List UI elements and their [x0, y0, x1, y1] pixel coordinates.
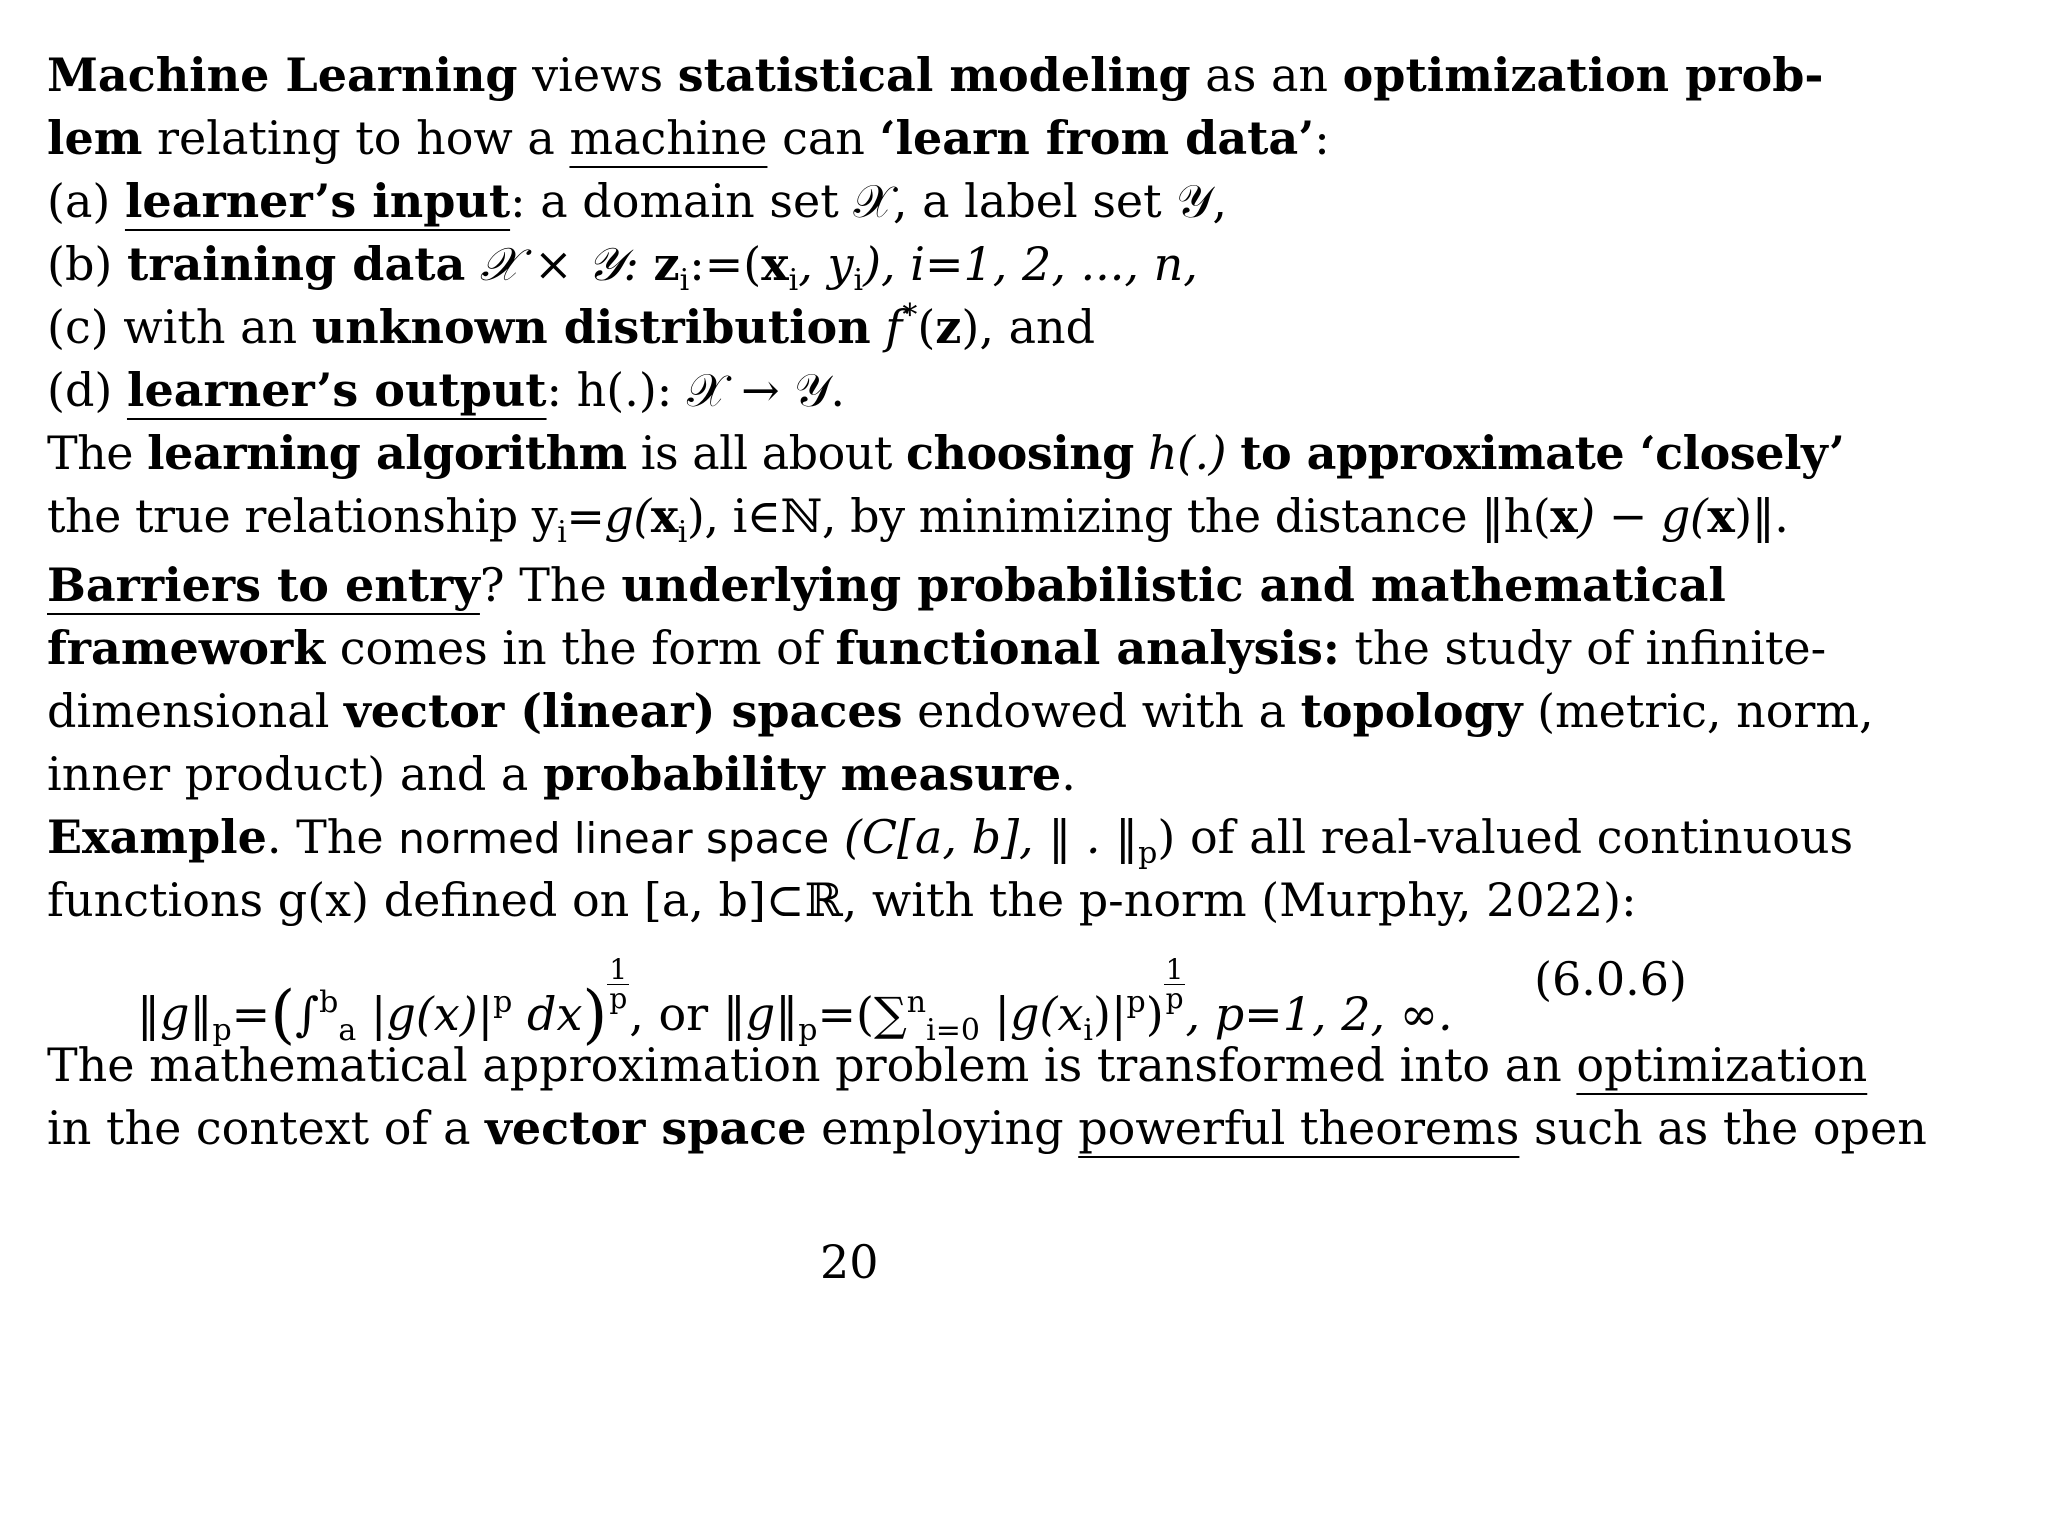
math: ‖g‖: [722, 987, 799, 1041]
text: the study of infinite-: [1339, 621, 1827, 675]
text: comes in the form of: [325, 621, 836, 675]
math-bold-z: z: [935, 300, 962, 354]
term-normed-linear-space: normed linear space: [398, 814, 830, 863]
barriers-line-3: [47, 680, 1874, 743]
term-framework: framework: [47, 621, 326, 675]
text: :: [1314, 111, 1330, 165]
page-number: 20: [820, 1235, 879, 1289]
math-bold-z: z: [653, 237, 680, 291]
text: ), and: [961, 300, 1096, 354]
math: , p=1, 2, ∞.: [1185, 987, 1453, 1041]
underlined-optimization: optimization: [1576, 1038, 1868, 1092]
subscript: a: [338, 1013, 357, 1048]
term-underlying-framework: underlying probabilistic and mathematical: [621, 558, 1726, 612]
algorithm-line-1: [47, 422, 1845, 485]
underlined-powerful-theorems: powerful theorems: [1078, 1101, 1520, 1155]
math: |g(x)|: [356, 987, 494, 1041]
text: employing: [806, 1101, 1079, 1155]
item-label: (b): [47, 237, 127, 291]
numerator: 1: [609, 953, 628, 986]
integral-sign: ∫: [295, 987, 320, 1041]
math: ) − g(: [1577, 489, 1708, 543]
math: h(.): [1133, 426, 1241, 480]
term-lem: lem: [47, 111, 143, 165]
slide-text-block: [47, 44, 1927, 1160]
term-functional-analysis: functional analysis:: [835, 621, 1340, 675]
barriers-line-4: [47, 743, 1687, 806]
math-bold-x: x: [1550, 489, 1578, 543]
superscript: p: [493, 985, 513, 1020]
conclusion-line-2: [47, 1097, 1927, 1160]
math-bold-x: x: [1707, 489, 1735, 543]
example-line-1: [47, 806, 1854, 871]
denominator: p: [1165, 982, 1184, 1015]
text: ) of all real-valued continuous: [1157, 810, 1854, 864]
term-learning-algorithm: learning algorithm: [147, 426, 627, 480]
text: , or: [629, 987, 723, 1041]
term-topology: topology: [1300, 684, 1523, 738]
math: f: [870, 300, 903, 354]
math: ‖g‖: [137, 987, 213, 1041]
example-line-2: [47, 869, 1687, 932]
equation-6-0-6: [47, 944, 1687, 1052]
math: )|: [1093, 987, 1127, 1041]
term-machine-learning: Machine Learning: [47, 48, 518, 102]
subscript: i: [679, 263, 690, 298]
term-learn-from-data: ‘learn from data’: [879, 111, 1315, 165]
subscript: i: [1083, 1013, 1094, 1048]
item-label: (d): [47, 363, 127, 417]
paren: ): [582, 978, 608, 1052]
text: . The: [266, 810, 399, 864]
text: ), i∈ℕ, by minimizing the distance ‖h(: [686, 489, 1551, 543]
term-barriers-to-entry: Barriers to entry: [47, 558, 480, 612]
sum-sign: ∑: [873, 987, 907, 1041]
algorithm-line-2: [47, 485, 1789, 550]
term-learners-output: learner’s output: [126, 363, 547, 417]
term-training-data: training data: [126, 237, 466, 291]
text: is all about: [626, 426, 907, 480]
subscript: p: [798, 1013, 818, 1048]
term-approximate-closely: to approximate ‘closely’: [1240, 426, 1845, 480]
math: : h(.): 𝒳 → 𝒴.: [546, 363, 845, 417]
exponent-fraction-2: [1164, 953, 1186, 1015]
text: the true relationship y: [47, 489, 558, 543]
text: in the context of a: [47, 1101, 486, 1155]
math: dx: [512, 987, 583, 1041]
text: relating to how a: [142, 111, 570, 165]
math-bold-x: x: [761, 237, 789, 291]
math: |g(x: [979, 987, 1084, 1041]
math: (C[a, b], ‖ . ‖: [829, 810, 1139, 864]
text: as an: [1190, 48, 1343, 102]
list-item-a: [47, 170, 1687, 233]
math: (: [917, 300, 936, 354]
math: ): [1145, 987, 1164, 1041]
subscript: i=0: [926, 1013, 980, 1048]
term-optimization-problem: optimization prob-: [1342, 48, 1824, 102]
text: The mathematical approximation problem is transformed into an: [47, 1038, 1577, 1092]
term-vector-space: vector space: [485, 1101, 807, 1155]
math: 𝒳 × 𝒴:: [465, 237, 654, 291]
text: The: [47, 426, 148, 480]
subscript: i: [677, 515, 687, 550]
text: inner product) and a: [47, 747, 543, 801]
superscript: p: [1126, 985, 1146, 1020]
subscript: p: [1138, 836, 1158, 871]
subscript: i: [557, 515, 567, 550]
text: views: [517, 48, 678, 102]
barriers-line-2: [47, 617, 1827, 680]
underlined-machine: machine: [569, 111, 768, 165]
term-statistical-modeling: statistical modeling: [677, 48, 1191, 102]
text: : a domain set 𝒳, a label set 𝒴,: [510, 174, 1227, 228]
math-bold-x: x: [650, 489, 678, 543]
list-item-d: [47, 359, 1687, 422]
math: )‖.: [1734, 489, 1789, 543]
term-probability-measure: probability measure: [542, 747, 1062, 801]
term-vector-linear-spaces: vector (linear) spaces: [344, 684, 903, 738]
equation-number: (6.0.6): [1534, 952, 1687, 1006]
term-unknown-distribution: unknown distribution: [311, 300, 871, 354]
denominator: p: [609, 982, 628, 1015]
term-choosing: choosing: [906, 426, 1134, 480]
list-item-c: [47, 296, 1687, 359]
ml-definition-line-1: [47, 44, 1824, 107]
ml-definition-line-2: [47, 107, 1687, 170]
math: :=(: [689, 237, 762, 291]
text: .: [1061, 747, 1076, 801]
text: (metric, norm,: [1522, 684, 1874, 738]
barriers-line-1: [47, 554, 1726, 617]
term-example: Example: [47, 810, 267, 864]
math: =g(: [566, 489, 651, 543]
numerator: 1: [1165, 953, 1184, 986]
superscript: *: [902, 298, 918, 333]
superscript: b: [319, 985, 339, 1020]
text: functions g(x) defined on [a, b]⊂ℝ, with the p-norm (Murphy, 2022):: [47, 873, 1637, 927]
paren: (: [270, 978, 296, 1052]
subscript: i: [788, 263, 799, 298]
list-item-b: [47, 233, 1687, 296]
text: can: [767, 111, 880, 165]
math: ), i=1, 2, ..., n,: [863, 237, 1198, 291]
math: , y: [798, 237, 854, 291]
term-learners-input: learner’s input: [124, 174, 511, 228]
item-label: (a): [47, 174, 125, 228]
text: dimensional: [47, 684, 345, 738]
math: =: [231, 987, 271, 1041]
text: endowed with a: [902, 684, 1301, 738]
superscript: n: [906, 985, 927, 1020]
text: such as the open: [1519, 1101, 1927, 1155]
item-label: (c) with an: [47, 300, 312, 354]
text: ? The: [479, 558, 622, 612]
exponent-fraction: [607, 953, 629, 1015]
math: =(: [817, 987, 874, 1041]
subscript: i: [853, 263, 864, 298]
subscript: p: [212, 1013, 232, 1048]
equation-formula: [137, 953, 1453, 1052]
